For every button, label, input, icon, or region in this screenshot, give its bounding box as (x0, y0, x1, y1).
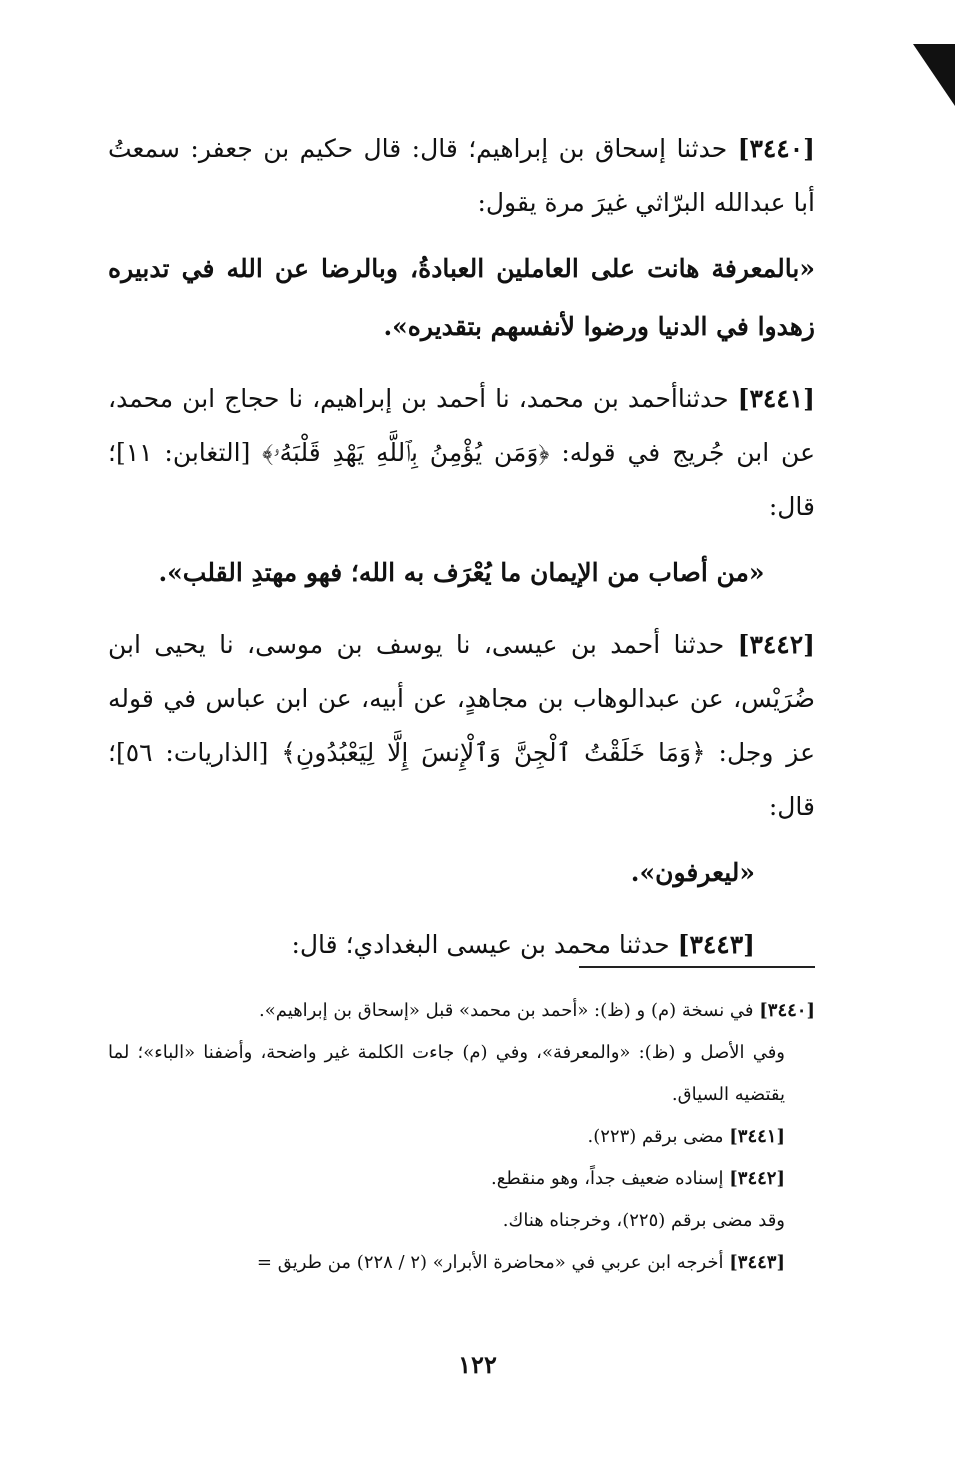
footnote-text: أخرجه ابن عربي في «محاضرة الأبرار» (٢ / ٢٢٨) من طريق = (256, 1252, 724, 1273)
footnote (108, 1158, 815, 1200)
entry-number: [٣٤٤٠] (737, 134, 815, 163)
entry-number: [٣٤٤٣] (677, 930, 755, 959)
footnote-text: مضى برقم (٢٢٣). (587, 1126, 724, 1147)
footnote-number: [٣٤٤٠] (759, 1000, 815, 1021)
entry-quote: «من أصاب من الإيمان ما يُعْرَف به الله؛ فهو مهتدِ القلب». (158, 558, 765, 587)
entry-3443 (108, 918, 815, 972)
footnote-number: [٣٤٤١] (729, 1126, 785, 1147)
entry-text: حدثنا أحمد بن عيسى، نا يوسف بن موسى، نا يحيى ابن ضُرَيْس، عن عبدالوهاب بن مجاهدٍ، عن أبيه، عن ابن عباس في قوله عز وجل: ﴿وَمَا خَلَقْتُ ٱلْجِنَّ وَٱلْإِنسَ إِلَّا لِيَعْبُدُونِ﴾ [الذاريات: ٥٦]؛ قال: (108, 630, 815, 821)
entry-3441 (108, 372, 815, 534)
footnote-number: [٣٤٤٣] (729, 1252, 785, 1273)
footnotes (108, 990, 815, 1284)
footnote-divider (579, 966, 815, 968)
footnote (108, 990, 815, 1032)
entry-number: [٣٤٤١] (737, 384, 815, 413)
entry-quote: «ليعرفون». (630, 858, 755, 887)
page-number: ١٢٢ (458, 1350, 497, 1379)
footnote (108, 1032, 815, 1116)
footnote-text: وفي الأصل و (ظ): «والمعرفة»، وفي (م) جاءت الكلمة غير واضحة، وأضفنا «الباء»؛ لما يقتضيه السياق. (108, 1042, 785, 1105)
footnote (108, 1242, 815, 1284)
footnote (108, 1116, 815, 1158)
footnote-text: في نسخة (م) و (ظ): «أحمد بن محمد» قبل «إسحاق بن إبراهيم». (259, 1000, 754, 1021)
entry-text: حدثنا محمد بن عيسى البغدادي؛ قال: (291, 930, 670, 959)
entry-quote: «بالمعرفة هانت على العاملين العبادةُ، وبالرضا عن الله في تدبيره زهدوا في الدنيا ورضوا لأنفسهم بتقديره». (108, 254, 815, 341)
entry-text: حدثناأحمد بن محمد، نا أحمد بن إبراهيم، نا حجاج ابن محمد، عن ابن جُريج في قوله: ﴿وَمَن يُؤْمِنُ بِٱللَّهِ يَهْدِ قَلْبَهُۥ﴾ [التغابن: ١١]؛ قال: (108, 384, 815, 521)
footnote-number: [٣٤٤٢] (729, 1168, 785, 1189)
entry-3442 (108, 618, 815, 834)
entry-text: حدثنا إسحاق بن إبراهيم؛ قال: قال حكيم بن جعفر: سمعتُ أبا عبدالله البرّاثي غيرَ مرة يقول: (108, 134, 815, 217)
footnote-text: وقد مضى برقم (٢٢٥)، وخرجناه هناك. (502, 1210, 785, 1231)
footnote (108, 1200, 815, 1242)
entry-number: [٣٤٤٢] (737, 630, 815, 659)
footnote-text: إسناده ضعيف جداً، وهو منقطع. (491, 1168, 724, 1189)
entry-3440 (108, 122, 815, 230)
